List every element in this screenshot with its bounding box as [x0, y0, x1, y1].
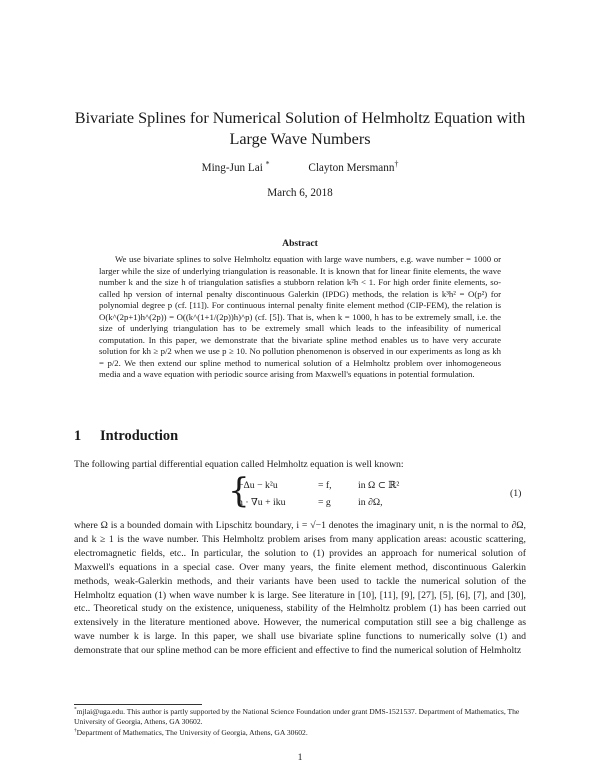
section-title: Introduction	[100, 428, 179, 444]
equation-row-1-lhs: −Δu − k²u	[238, 480, 278, 491]
equation-row-2	[238, 494, 383, 511]
author-1	[201, 159, 270, 174]
section-number: 1	[74, 428, 82, 444]
intro-paragraph-2: where Ω is a bounded domain with Lipschitz boundary, i = √−1 denotes the imaginary unit, n is the normal to ∂Ω, and k ≥ 1 is the wave number. This Helmholtz problem arises from many application areas: acoustic scattering, electromagnetic fields, etc.. In particular, the solution to (1) provides an approach for numerical solution of Maxwell's equations in a special case. Over many years, the finite element method, discontinuous Galerkin methods, weak-Galerkin methods, and their variants have been used to tackle the numerical solution of the Helmholtz equation (1) when wave number k is large. See literature in [10], [11], [9], [27], [5], [6], [7], and [30], etc.. Theoretical study on the existence, uniqueness, stability of the Helmholtz problem (1) has been carried out extensively in the literature mentioned above. However, the numerical computation still see a big challenge as wave number k is large. In this paper, we shall use bivariate spline functions to numerically solve (1) and demonstrate that our spline method can be more efficient and effective to find the numerical solution of Helmholtz	[74, 520, 526, 657]
equation-number: (1)	[510, 488, 522, 499]
paper-title: Bivariate Splines for Numerical Solution of Helmholtz Equation with Large Wave Numbers	[74, 109, 526, 148]
abstract-text: We use bivariate splines to solve Helmholtz equation with large wave numbers, e.g. wave number = 1000 or larger while the size of underlying triangulation is reasonable. It is known that for linear finite elements, the wave number k and the size h of triangulation satisfies a stubborn relation k²h < 1. For high order finite elements, so-called hp version of internal penalty discontinuous Galerkin (IPDG) methods, the relation is k³h² = O(p²) for polynomial degree p (cf. [11]). For continuous internal penalty finite element method (CIP-FEM), the relation is O(k^(2p+1)h^(2p)) = O((k^(1+1/(2p))h)^p) (cf. [5]). That is, when k = 1000, h has to be extremely small, i.e. the size of underlying triangulation has to be extremely small which leads to the infeasibility of numerical computation. In this paper, we demonstrate that the bivariate spline method enables us to have very accurate solution for kh ≥ p/2 when we use p ≥ 10. No pollution phenomenon is observed in our experiments as long as kh = p/2. We then extend our spline method to numerical solution of a Helmholtz problem over inhomogeneous media and a wave equation with periodic source arising from Maxwell's equations in potential formulation.	[99, 254, 501, 380]
footnote-2	[74, 728, 526, 738]
author-2-name: Clayton Mersmann	[308, 162, 395, 174]
footnote-2-text: Department of Mathematics, The University of Georgia, Athens, GA 30602.	[76, 728, 308, 737]
equation-row-1-domain: in Ω ⊂ ℝ²	[358, 480, 400, 491]
footnote-1	[74, 707, 526, 727]
equation-row-2-rhs: = g	[318, 497, 331, 508]
author-1-name: Ming-Jun Lai	[201, 162, 263, 174]
publication-date: March 6, 2018	[267, 187, 333, 199]
equation-row-2-lhs: n · ∇u + iku	[238, 497, 286, 508]
footnote-1-mark: *	[74, 706, 77, 713]
page-number: 1	[297, 752, 303, 763]
footnote-rule	[74, 704, 202, 705]
author-1-mark: *	[265, 159, 270, 169]
author-2	[308, 159, 399, 174]
author-2-mark: †	[394, 159, 399, 169]
intro-paragraph-1: The following partial differential equation called Helmholtz equation is well known:	[74, 459, 404, 470]
equation-row-2-domain: in ∂Ω,	[358, 497, 383, 508]
equation-brace: {	[228, 471, 250, 511]
abstract-heading: Abstract	[282, 238, 318, 249]
footnote-1-text: mjlai@uga.edu. This author is partly supported by the National Science Foundation under grant DMS-1521537. Department of Mathematics, The University of Georgia, Athens, GA 30602.	[74, 707, 520, 726]
section-heading	[74, 428, 178, 445]
equation-row-1-rhs: = f,	[318, 480, 332, 491]
author-list	[60, 159, 540, 174]
footnote-2-mark: †	[74, 727, 77, 734]
equation-row-1	[238, 477, 399, 494]
